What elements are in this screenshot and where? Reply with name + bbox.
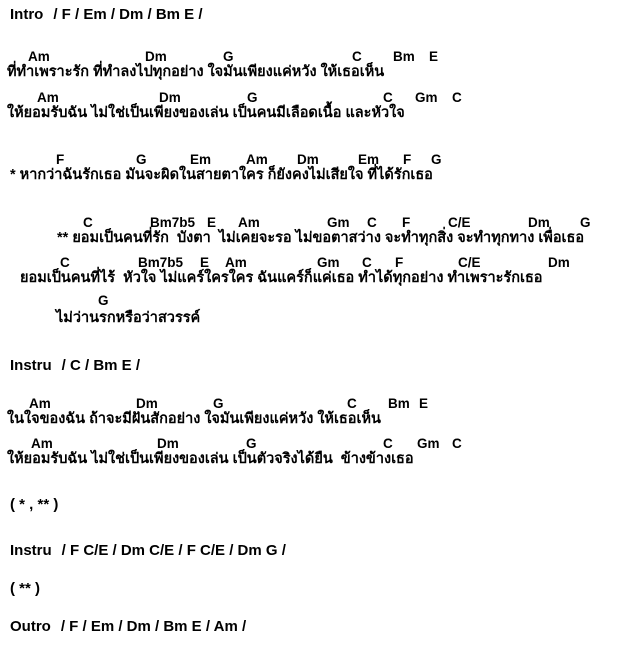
chord: F (395, 255, 404, 270)
section-header (10, 618, 246, 635)
lyric-line: ในใจของฉัน ถ้าจะมีฝันสักอย่าง ใจมันเพียงแค่หวัง ให้เธอเห็น (7, 411, 381, 427)
chord: G (246, 436, 257, 451)
chord: Gm (417, 436, 440, 451)
chord: F (56, 152, 65, 167)
chord: Am (31, 436, 53, 451)
lyric-line: ไม่ว่านรกหรือว่าสวรรค์ (56, 310, 201, 326)
section-chord-sequence: / F C/E / Dm C/E / F C/E / Dm G / (61, 542, 286, 559)
chord: Dm (145, 49, 167, 64)
chord: G (431, 152, 442, 167)
chord: Dm (136, 396, 158, 411)
chord: F (403, 152, 412, 167)
chord: C/E (448, 215, 471, 230)
chord: C (367, 215, 377, 230)
chord: G (247, 90, 258, 105)
chord-line (0, 293, 620, 308)
chord: Dm (157, 436, 179, 451)
section-label: Outro (10, 618, 51, 635)
chord-line (0, 49, 620, 64)
chord: Dm (528, 215, 550, 230)
chord: E (200, 255, 210, 270)
lyric-line: * หากว่าฉันรักเธอ มันจะผิดในสายตาใคร ก็ยังคงไม่เสียใจ ที่ได้รักเธอ (10, 167, 433, 183)
chord: F (402, 215, 411, 230)
chord: Am (246, 152, 268, 167)
chord: Gm (317, 255, 340, 270)
section-chord-sequence: / C / Bm E / (61, 357, 141, 374)
chord-line (0, 396, 620, 411)
chord: C (60, 255, 70, 270)
chord: Em (190, 152, 212, 167)
chord: G (223, 49, 234, 64)
chord-line (0, 215, 620, 230)
chord: Gm (327, 215, 350, 230)
chord: G (580, 215, 591, 230)
chord: Am (238, 215, 260, 230)
chord: Bm (393, 49, 415, 64)
chord: Am (29, 396, 51, 411)
section-chord-sequence: / F / Em / Dm / Bm E / (53, 6, 203, 23)
chord-line (0, 152, 620, 167)
chord: Bm7b5 (138, 255, 184, 270)
chord: C (383, 90, 393, 105)
chord: Bm7b5 (150, 215, 196, 230)
chord: Em (358, 152, 380, 167)
chord: C (383, 436, 393, 451)
chord: C (452, 436, 462, 451)
chord: C (362, 255, 372, 270)
section-label: Instru (10, 542, 52, 559)
chord: C (83, 215, 93, 230)
chord: C/E (458, 255, 481, 270)
lyric-line: ที่ทำเพราะรัก ที่ทำลงไปทุกอย่าง ใจมันเพียงแค่หวัง ให้เธอเห็น (7, 64, 385, 80)
chord-line (0, 90, 620, 105)
repeat-marker: ( ** ) (10, 580, 40, 597)
chord: G (213, 396, 224, 411)
chord-line (0, 436, 620, 451)
chord: C (452, 90, 462, 105)
section-header (10, 357, 140, 374)
chord: G (136, 152, 147, 167)
chord: G (98, 293, 109, 308)
chord: Am (225, 255, 247, 270)
chord: C (352, 49, 362, 64)
section-header (10, 542, 286, 559)
chord: Gm (415, 90, 438, 105)
chord: Am (37, 90, 59, 105)
chord: Dm (297, 152, 319, 167)
lyric-line: ยอมเป็นคนที่ไร้ หัวใจ ไม่แคร์ใครใคร ฉันแคร์ก็แค่เธอ ทำได้ทุกอย่าง ทำเพราะรักเธอ (20, 270, 543, 286)
section-label: Instru (10, 357, 52, 374)
chord-line (0, 255, 620, 270)
chord: Dm (548, 255, 570, 270)
chord: E (207, 215, 217, 230)
chord: C (347, 396, 357, 411)
section-chord-sequence: / F / Em / Dm / Bm E / Am / (60, 618, 247, 635)
chord: E (429, 49, 439, 64)
chord: E (419, 396, 429, 411)
section-label: Intro (10, 6, 44, 23)
lyric-line: ให้ยอมรับฉัน ไม่ใช่เป็นเพียงของเล่น เป็นคนมีเลือดเนื้อ และหัวใจ (7, 105, 405, 121)
section-header (10, 6, 203, 23)
chord: Dm (159, 90, 181, 105)
chord: Bm (388, 396, 410, 411)
chord: Am (28, 49, 50, 64)
lyric-line: ให้ยอมรับฉัน ไม่ใช่เป็นเพียงของเล่น เป็นตัวจริงได้ยืน ข้างข้างเธอ (7, 451, 414, 467)
lyric-line: ** ยอมเป็นคนที่รัก บังตา ไม่เคยจะรอ ไม่ขอตาสว่าง จะทำทุกสิ่ง จะทำทุกทาง เพื่อเธอ (57, 230, 585, 246)
repeat-marker: ( * , ** ) (10, 496, 59, 513)
